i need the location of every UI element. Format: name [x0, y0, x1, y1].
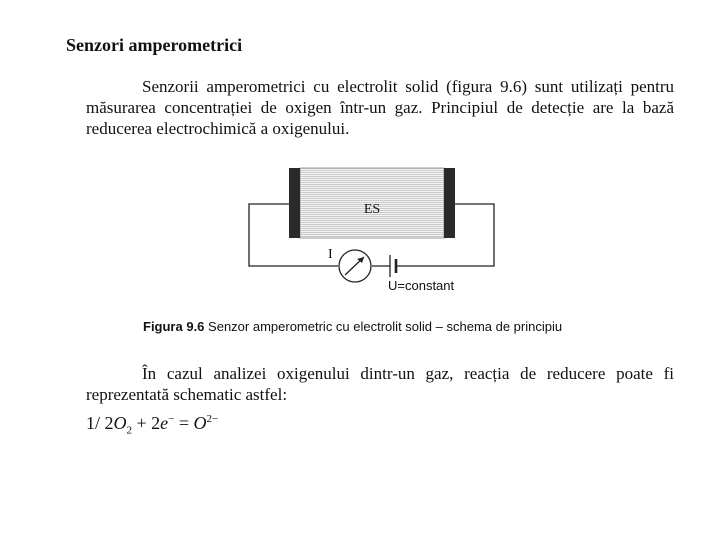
voltage-label: U=constant — [388, 278, 455, 293]
oxygen-subscript: 2 — [126, 424, 133, 437]
figure-caption-text: Senzor amperometric cu electrolit solid – schema de principiu — [208, 319, 563, 334]
figure-caption-label: Figura 9.6 — [143, 319, 205, 334]
electrode-left — [289, 168, 300, 238]
electron-superscript: − — [168, 413, 175, 425]
oxygen-symbol: O — [113, 413, 127, 433]
electrode-right — [444, 168, 455, 238]
electrolyte-label: ES — [363, 202, 381, 217]
battery-icon — [390, 255, 396, 277]
electron-symbol: e — [160, 413, 169, 433]
ammeter-icon — [339, 250, 371, 282]
equation-coefficient: 1/ 2 — [86, 413, 114, 433]
plus-sign: + — [136, 413, 147, 433]
sensor-schematic-figure — [246, 166, 496, 294]
electron-coefficient: 2 — [151, 413, 161, 433]
reduction-equation — [86, 413, 218, 437]
reaction-paragraph-text: În cazul analizei oxigenului dintr-un gaz, reacția de reducere poate fi reprezentată schematic astfel: — [86, 364, 674, 404]
oxide-superscript: 2− — [206, 413, 219, 425]
equals-sign: = — [178, 413, 190, 433]
figure-caption — [143, 319, 562, 334]
sensor-schematic-svg — [246, 166, 496, 294]
current-label: I — [328, 247, 333, 262]
oxide-symbol: O — [193, 413, 207, 433]
page-title: Senzori amperometrici — [66, 35, 243, 55]
intro-paragraph — [86, 76, 674, 139]
intro-paragraph-text: Senzorii amperometrici cu electrolit solid (figura 9.6) sunt utilizați pentru măsurarea concentrației de oxigen într-un gaz. Principiul de detecție are la bază reducerea electrochimică a oxigenului. — [86, 77, 674, 138]
reaction-paragraph — [86, 363, 674, 405]
